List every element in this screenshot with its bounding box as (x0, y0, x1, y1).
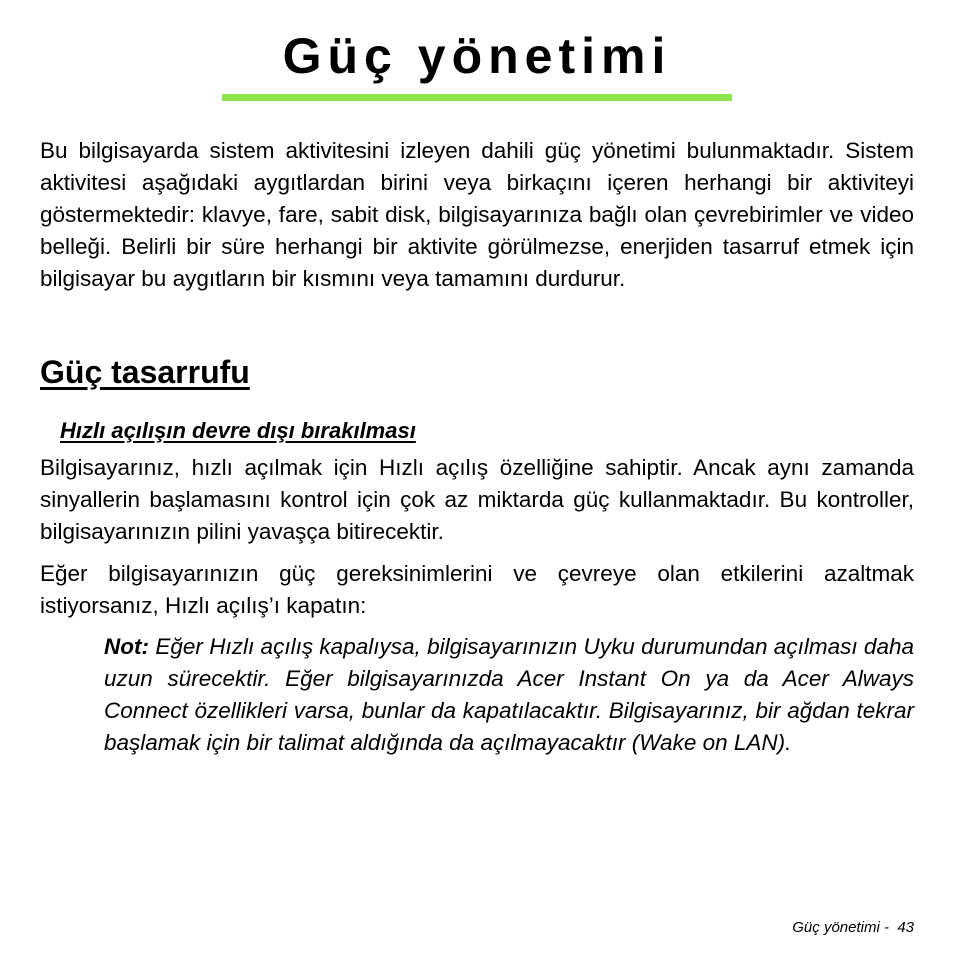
section-heading: Güç tasarrufu (40, 354, 250, 390)
body-paragraph-1: Bilgisayarınız, hızlı açılmak için Hızlı açılış özelliğine sahiptir. Ancak aynı zamanda sinyallerin başlamasını kontrol için çok az miktarda güç kullanmaktadır. Bu kontroller, bilgisayarınızın pilini yavaşça bitirecektir. (40, 455, 914, 544)
footer-label: Güç yönetimi - (792, 919, 889, 936)
note-label: Not: (104, 634, 149, 659)
note-text: Eğer Hızlı açılış kapalıysa, bilgisayarınızın Uyku durumundan açılması daha uzun sürecektir. Eğer bilgisayarınızda Acer Instant On ya da Acer Always Connect özellikleri varsa, bunlar da kapatılacaktır. Bilgisayarınız, bir ağdan tekrar başlamak için bir talimat aldığında da açılmayacaktır (Wake on LAN). (104, 634, 914, 755)
footer-page-number: 43 (897, 919, 914, 936)
body-paragraph-2: Eğer bilgisayarınızın güç gereksinimlerini ve çevreye olan etkilerini azaltmak istiyorsanız, Hızlı açılış’ı kapatın: (40, 561, 914, 618)
page-footer (792, 918, 914, 938)
page-title: Güç yönetimi (282, 28, 672, 84)
title-underline-rule (222, 94, 732, 101)
intro-paragraph: Bu bilgisayarda sistem aktivitesini izleyen dahili güç yönetimi bulunmaktadır. Sistem aktivitesi aşağıdaki aygıtlardan birini veya birkaçını içeren herhangi bir aktiviteyi göstermektedir: klavye, fare, sabit disk, bilgisayarınıza bağlı olan çevrebirimler ve video belleği. Belirli bir süre herhangi bir aktivite görülmezse, enerjiden tasarruf etmek için bilgisayar bu aygıtların bir kısmını veya tamamını durdurur. (40, 138, 914, 291)
note-block (104, 631, 914, 759)
subsection-heading: Hızlı açılışın devre dışı bırakılması (60, 418, 416, 443)
